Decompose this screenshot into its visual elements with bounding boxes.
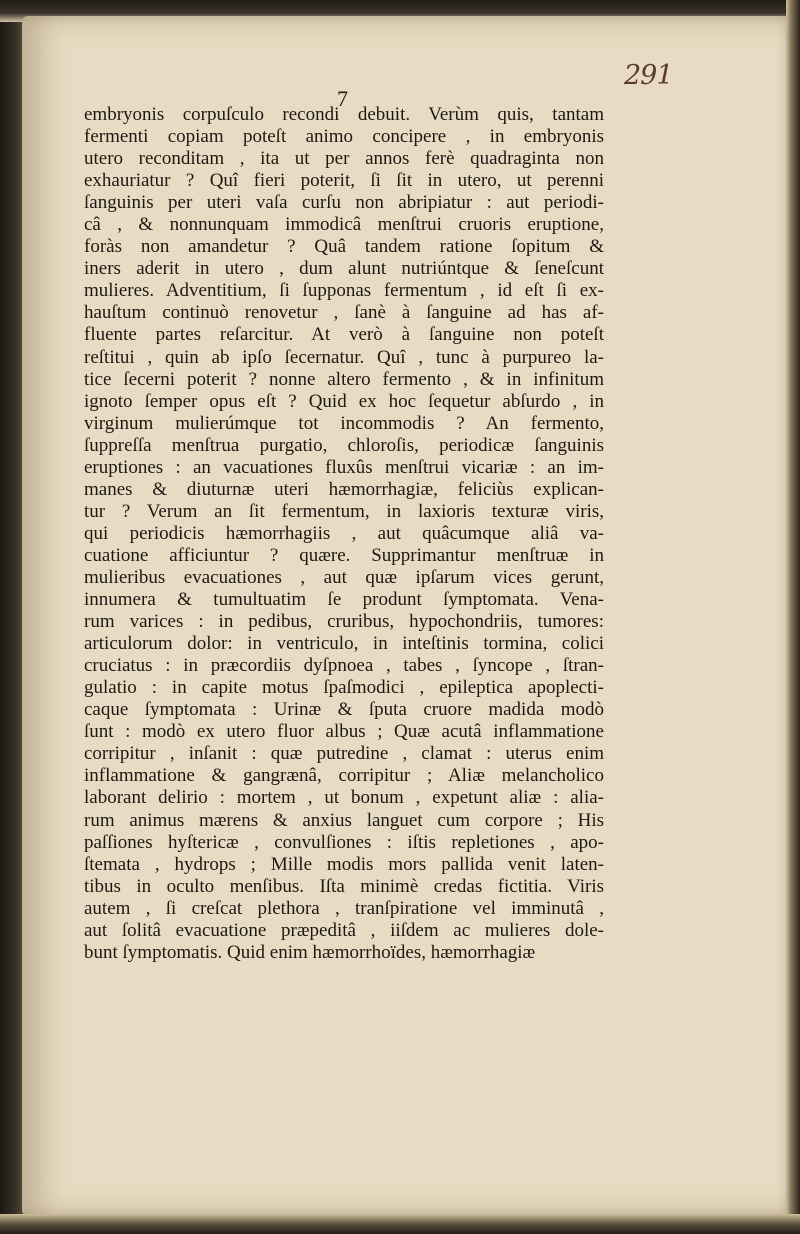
text-line: embryonis corpuſculo recondi debuit. Verùm quis, tantam xyxy=(84,104,604,125)
text-line: fluente partes reſarcitur. At verò à ſanguine non poteſt xyxy=(84,324,604,346)
book-bottom-edge xyxy=(0,1214,800,1234)
text-line: inflammatione & gangrænâ, corripitur ; Aliæ melancholico xyxy=(84,765,604,787)
text-line: ſuppreſſa menſtrua purgatio, chloroſis, periodicæ ſanguinis xyxy=(84,434,604,456)
book-fore-edge xyxy=(786,0,800,1234)
text-line: autem , ſi creſcat plethora , tranſpiratione vel imminutâ , xyxy=(84,897,604,919)
page-signature-number: 7 xyxy=(337,86,348,111)
text-line: manes & diuturnæ uteri hæmorrhagiæ, feliciùs explican- xyxy=(84,478,604,500)
text-line: paſſiones hyſtericæ , convulſiones : iſtis repletiones , apo- xyxy=(84,831,604,853)
text-line: câ , & nonnunquam immodicâ menſtrui cruoris eruptione, xyxy=(84,214,604,236)
text-line: innumera & tumultuatim ſe produnt ſymptomata. Vena- xyxy=(84,589,604,611)
text-line: rum animus mærens & anxius languet cum corpore ; His xyxy=(84,809,604,831)
text-line: bunt ſymptomatis. Quid enim hæmorrhoïdes, hæmorrhagiæ xyxy=(84,941,536,963)
text-line: aut ſolitâ evacuatione præpeditâ , iiſdem ac mulieres dole- xyxy=(84,919,604,941)
text-line: eruptiones : an vacuationes fluxûs menſtrui vicariæ : an im- xyxy=(84,456,604,478)
text-line: cruciatus : in præcordiis dyſpnoea , tabes , ſyncope , ſtran- xyxy=(84,655,604,677)
text-line: hauſtum continuò renovetur , ſanè à ſanguine ad has af- xyxy=(84,302,604,324)
text-line: gulatio : in capite motus ſpaſmodici , epileptica apoplecti- xyxy=(84,677,604,699)
handwritten-folio-number: 291 xyxy=(624,60,673,91)
text-line: rum varices : in pedibus, cruribus, hypochondriis, tumores: xyxy=(84,611,604,633)
text-line: ſunt : modò ex utero fluor albus ; Quæ acutâ inflammatione xyxy=(84,721,604,743)
text-line: reſtitui , quin ab ipſo ſecernatur. Quî , tunc à purpureo la- xyxy=(84,346,604,368)
text-line: foràs non amandetur ? Quâ tandem ratione ſopitum & xyxy=(84,236,604,258)
text-line: laborant delirio : mortem , ut bonum , expetunt aliæ : alia- xyxy=(84,787,604,809)
text-line: ſtemata , hydrops ; Mille modis mors pallida venit laten- xyxy=(84,853,604,875)
text-line: utero reconditam , ita ut per annos ferè quadraginta non xyxy=(84,148,604,170)
text-line: ſanguinis per uteri vaſa curſu non abripiatur : aut periodi- xyxy=(84,192,604,214)
text-line: virginum mulierúmque tot incommodis ? An fermento, xyxy=(84,412,604,434)
text-line: fermenti copiam poteſt animo concipere , in embryonis xyxy=(84,126,604,148)
text-line: tibus in oculto menſibus. Iſta minimè credas fictitia. Viris xyxy=(84,875,604,897)
body-text xyxy=(84,104,604,964)
text-line: mulieres. Adventitium, ſi ſupponas fermentum , id eſt ſi ex- xyxy=(84,280,604,302)
text-line: mulieribus evacuationes , aut quæ ipſarum vices gerunt, xyxy=(84,566,604,588)
text-line: qui periodicis hæmorrhagiis , aut quâcumque aliâ va- xyxy=(84,522,604,544)
text-line: tur ? Verum an ſit fermentum, in laxioris texturæ viris, xyxy=(84,500,604,522)
text-line: ignoto ſemper opus eſt ? Quid ex hoc ſequetur abſurdo , in xyxy=(84,390,604,412)
text-line: iners aderit in utero , dum alunt nutriúntque & ſeneſcunt xyxy=(84,258,604,280)
text-line: caque ſymptomata : Urinæ & ſputa cruore madida modò xyxy=(84,699,604,721)
text-line: cuatione afficiuntur ? quære. Supprimantur menſtruæ in xyxy=(84,544,604,566)
text-line: corripitur , inſanit : quæ putredine , clamat : uterus enim xyxy=(84,743,604,765)
text-line: exhauriatur ? Quî fieri poterit, ſi ſit in utero, ut perenni xyxy=(84,170,604,192)
text-line: tice ſecerni poterit ? nonne altero fermento , & in infinitum xyxy=(84,368,604,390)
text-line: articulorum dolor: in ventriculo, in inteſtinis tormina, colici xyxy=(84,633,604,655)
